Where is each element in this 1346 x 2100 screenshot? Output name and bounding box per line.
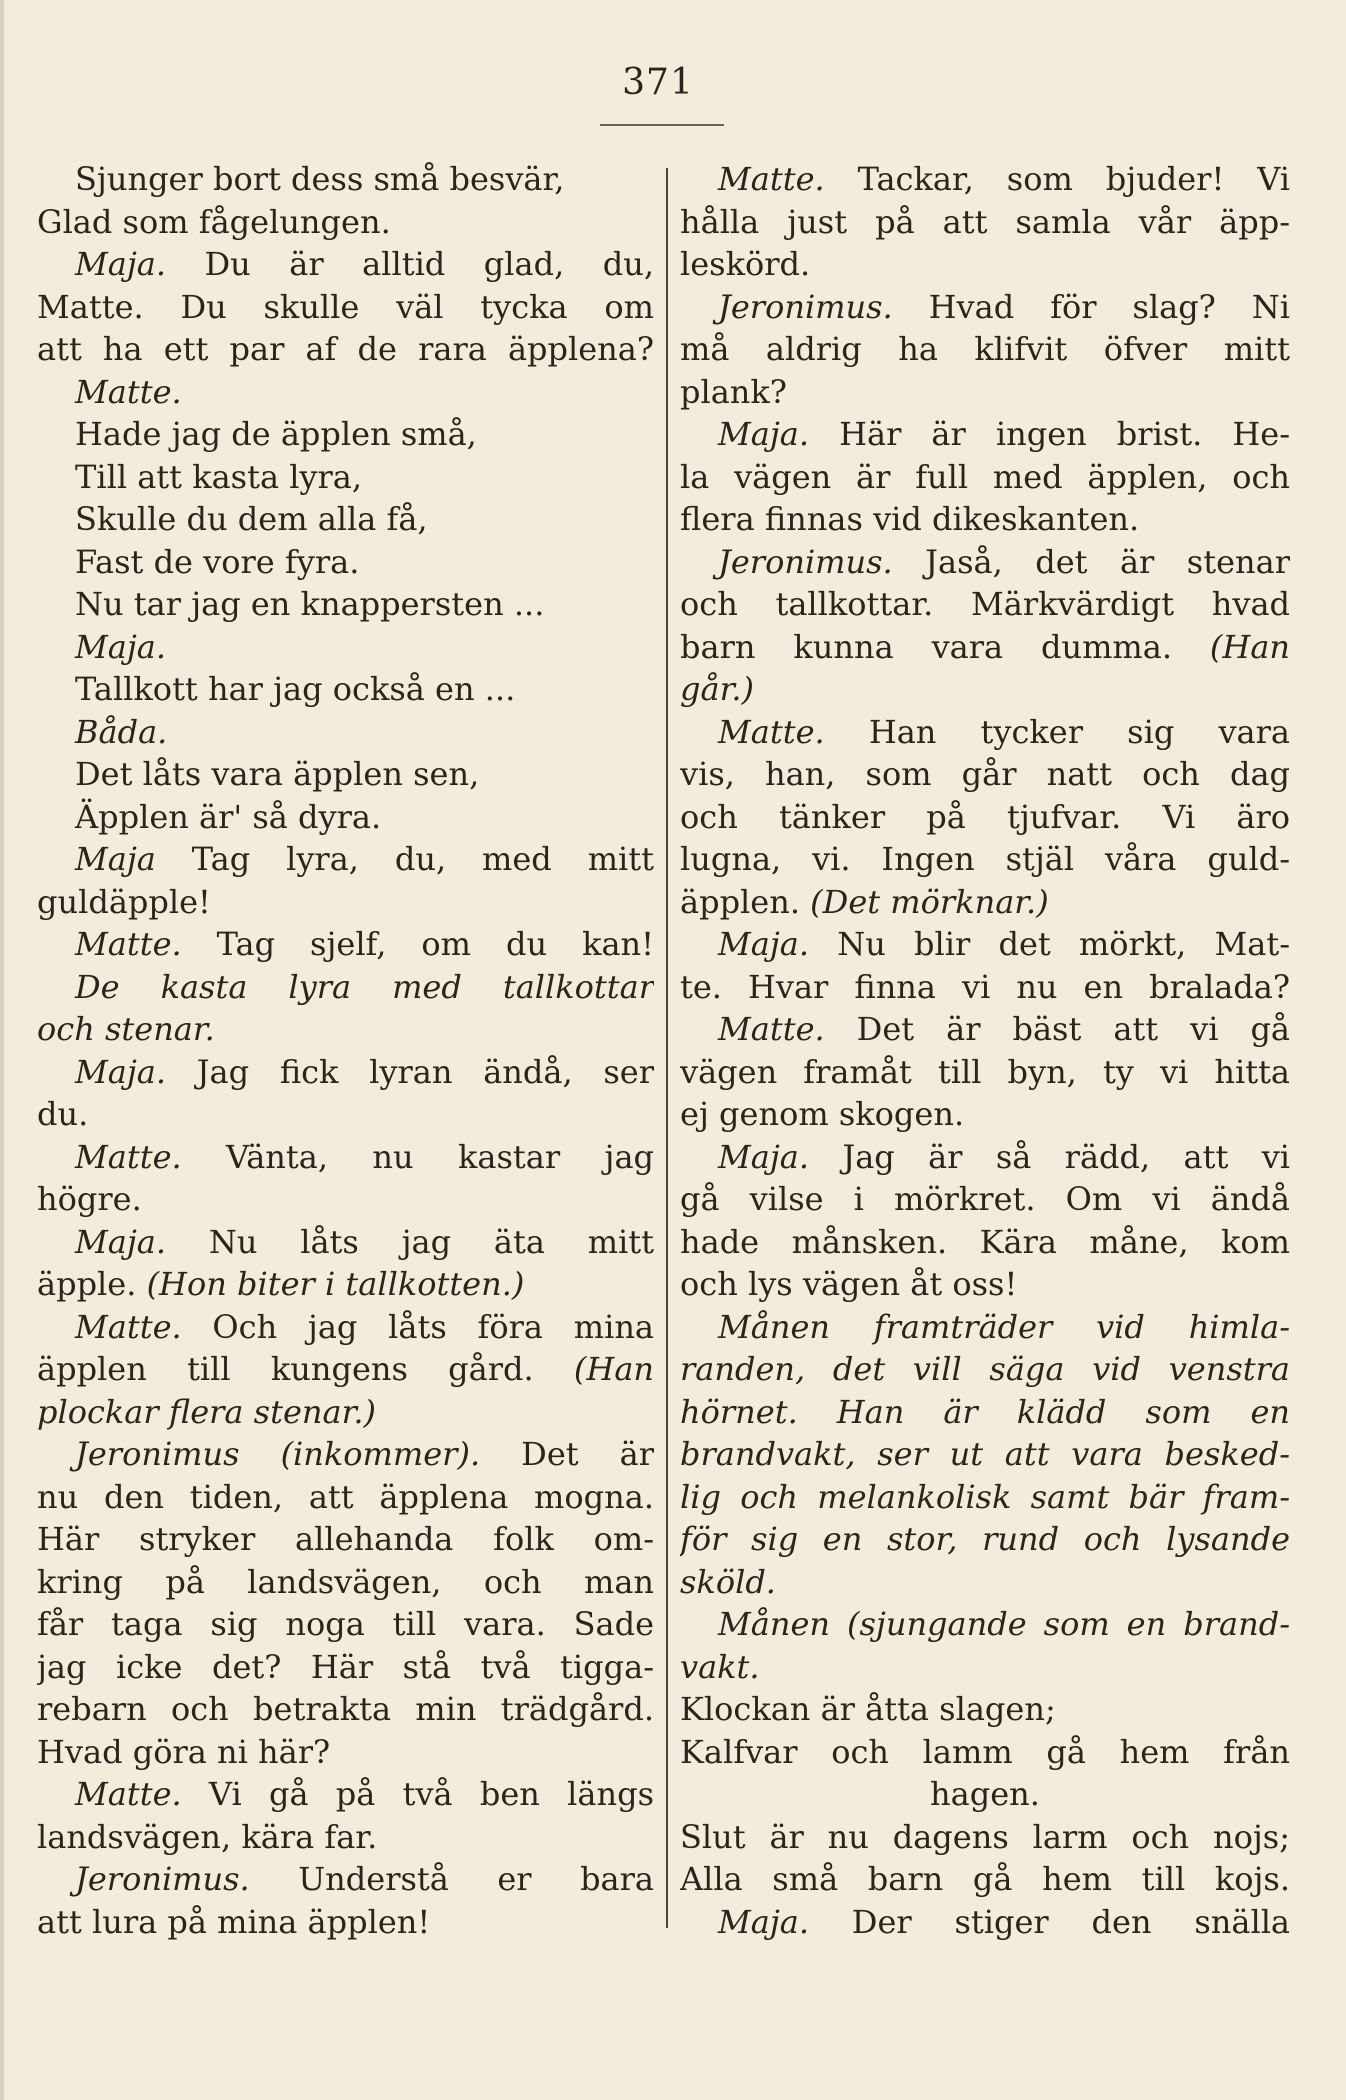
- text-line: [37, 243, 654, 286]
- text-line: [680, 838, 1290, 881]
- italic-text-segment: plockar flera stenar.): [37, 1392, 377, 1431]
- text-line: [37, 881, 654, 924]
- text-segment: Fast de vore fyra.: [75, 542, 360, 581]
- text-line: [37, 456, 654, 499]
- text-segment: Tag lyra, du, med mitt: [155, 840, 654, 878]
- text-segment: lugna, vi. Ingen stjäl våra guld-: [680, 840, 1290, 878]
- text-line: [680, 668, 1290, 711]
- italic-text-segment: vakt.: [680, 1647, 760, 1686]
- text-segment: må aldrig ha klifvit öfver mitt: [680, 330, 1290, 368]
- italic-text-segment: lig och melankolisk samt bär fram-: [680, 1477, 1290, 1516]
- italic-text-segment: Jeronimus.: [718, 287, 893, 326]
- italic-text-segment: Maja.: [718, 415, 810, 453]
- text-segment: Tallkott har jag också en ...: [75, 670, 516, 708]
- text-line: [680, 456, 1290, 499]
- italic-text-segment: Maja.: [75, 1052, 167, 1091]
- italic-text-segment: Månen framträder vid himla-: [718, 1307, 1290, 1346]
- text-segment: Sjunger bort dess små besvär,: [75, 160, 565, 198]
- text-line: [37, 286, 654, 329]
- text-line: [37, 1603, 654, 1646]
- text-line: [680, 966, 1290, 1009]
- italic-text-segment: Matte.: [75, 1307, 182, 1346]
- text-segment: Och jag låts föra mina: [181, 1307, 654, 1346]
- page-number: 371: [622, 62, 694, 103]
- text-segment: Matte. Du skulle väl tycka om: [37, 287, 654, 326]
- italic-text-segment: (Det mörknar.): [810, 882, 1049, 921]
- italic-text-segment: (Hon biter i tallkotten.): [146, 1265, 525, 1303]
- text-segment: Äpplen är' så dyra.: [75, 797, 382, 836]
- text-line: [680, 1093, 1290, 1136]
- text-segment: äpplen.: [680, 882, 811, 921]
- text-line: [680, 371, 1290, 414]
- italic-text-segment: Maja.: [75, 1222, 167, 1261]
- italic-text-segment: Matte.: [718, 712, 825, 751]
- text-line: [37, 1136, 654, 1179]
- text-segment: vis, han, som går natt och dag: [680, 755, 1290, 793]
- text-segment: kring på landsvägen, och man: [37, 1562, 654, 1601]
- text-segment: Här är ingen brist. He-: [809, 415, 1290, 453]
- italic-text-segment: Jeronimus.: [75, 1860, 250, 1898]
- text-segment: Jaså, det är stenar: [892, 542, 1290, 581]
- text-segment: Jag fick lyran ändå, ser: [166, 1052, 654, 1091]
- text-line: [680, 1476, 1290, 1519]
- text-line: [37, 1518, 654, 1561]
- text-segment: nu den tiden, att äpplena mogna.: [37, 1477, 654, 1516]
- text-segment: hade månsken. Kära måne, kom: [680, 1222, 1290, 1261]
- italic-text-segment: Månen (sjungande som en brand-: [718, 1605, 1290, 1643]
- text-segment: och tallkottar. Märkvärdigt hvad: [680, 585, 1290, 623]
- text-line: [37, 1263, 654, 1306]
- text-segment: Till att kasta lyra,: [75, 457, 363, 496]
- text-line: [37, 1646, 654, 1689]
- text-segment: Glad som fågelungen.: [37, 202, 391, 241]
- text-line: [37, 1008, 654, 1051]
- text-segment: Nu låts jag äta mitt: [166, 1222, 654, 1261]
- text-line: [37, 1816, 654, 1859]
- text-line: [37, 1858, 654, 1901]
- text-line: [37, 838, 654, 881]
- italic-text-segment: Maja.: [718, 925, 810, 963]
- text-segment: och tänker på tjufvar. Vi äro: [680, 797, 1290, 836]
- text-line: [680, 1603, 1290, 1646]
- header-rule: [600, 124, 724, 126]
- text-line: [680, 243, 1290, 286]
- text-line: [37, 1433, 654, 1476]
- text-segment: Skulle du dem alla få,: [75, 500, 428, 538]
- italic-text-segment: Maja.: [718, 1137, 810, 1176]
- text-line: [37, 328, 654, 371]
- text-segment: Slut är nu dagens larm och nojs;: [680, 1817, 1290, 1856]
- text-line: [680, 1518, 1290, 1561]
- page-edge: [0, 0, 4, 2100]
- text-line: [37, 583, 654, 626]
- text-segment: äpplen till kungens gård.: [37, 1350, 574, 1388]
- italic-text-segment: sköld.: [680, 1562, 776, 1601]
- text-line: [680, 1178, 1290, 1221]
- text-line: [680, 1646, 1290, 1689]
- text-line: [680, 413, 1290, 456]
- text-segment: får taga sig noga till vara. Sade: [37, 1605, 654, 1643]
- text-line: [680, 1816, 1290, 1859]
- text-segment: gå vilse i mörkret. Om vi ändå: [680, 1180, 1290, 1218]
- text-line: [680, 1136, 1290, 1179]
- text-segment: te. Hvar finna vi nu en bralada?: [680, 967, 1290, 1006]
- italic-text-segment: (Han: [573, 1350, 654, 1388]
- text-segment: Klockan är åtta slagen;: [680, 1690, 1056, 1728]
- text-line: [37, 541, 654, 584]
- italic-text-segment: går.): [680, 670, 754, 708]
- text-line: [680, 1348, 1290, 1391]
- italic-text-segment: för sig en stor, rund och lysande: [680, 1520, 1290, 1558]
- italic-text-segment: Jeronimus (inkommer).: [75, 1435, 481, 1473]
- italic-text-segment: Maja.: [718, 1902, 810, 1941]
- text-line: [680, 583, 1290, 626]
- text-segment: Nu tar jag en knappersten ...: [75, 585, 545, 623]
- text-line: [680, 498, 1290, 541]
- text-segment: hagen.: [930, 1775, 1040, 1813]
- text-line: [37, 1561, 654, 1604]
- text-segment: Understå er bara: [249, 1860, 654, 1898]
- text-line: [680, 626, 1290, 669]
- text-segment: Kalfvar och lamm gå hem från: [680, 1732, 1290, 1771]
- italic-text-segment: Matte.: [75, 1137, 182, 1176]
- text-segment: Tag sjelf, om du kan!: [181, 925, 654, 963]
- text-line: [37, 413, 654, 456]
- text-segment: Det är: [480, 1435, 654, 1473]
- text-line: [37, 1688, 654, 1731]
- italic-text-segment: hörnet. Han är klädd som en: [680, 1392, 1290, 1431]
- italic-text-segment: Maja.: [75, 245, 167, 283]
- text-line: [680, 1561, 1290, 1604]
- italic-text-segment: Matte.: [718, 1010, 825, 1048]
- text-segment: Vi gå på två ben längs: [181, 1775, 654, 1813]
- italic-text-segment: Matte.: [75, 372, 182, 411]
- text-line: [680, 711, 1290, 754]
- text-line: [37, 966, 654, 1009]
- text-line: [37, 1476, 654, 1519]
- text-line: [680, 1221, 1290, 1264]
- text-segment: Hade jag de äpplen små,: [75, 415, 477, 453]
- text-line: [680, 201, 1290, 244]
- italic-text-segment: Matte.: [718, 160, 825, 198]
- text-segment: du.: [37, 1095, 89, 1133]
- text-line: [37, 1773, 654, 1816]
- text-line: [37, 1306, 654, 1349]
- text-line: [680, 1008, 1290, 1051]
- text-segment: hålla just på att samla vår äpp-: [680, 202, 1290, 241]
- text-line: [37, 626, 654, 669]
- italic-text-segment: Jeronimus.: [718, 542, 893, 581]
- italic-text-segment: och stenar.: [37, 1010, 215, 1048]
- text-segment: Tackar, som bjuder! Vi: [824, 160, 1290, 198]
- column-divider: [666, 168, 668, 1928]
- text-line: [680, 753, 1290, 796]
- italic-text-segment: randen, det vill säga vid venstra: [680, 1350, 1290, 1388]
- text-line: [37, 1051, 654, 1094]
- italic-text-segment: Matte.: [75, 925, 182, 963]
- text-segment: jag icke det? Här stå två tigga-: [37, 1647, 654, 1686]
- text-segment: Der stiger den snälla: [809, 1902, 1290, 1941]
- text-segment: Hvad göra ni här?: [37, 1732, 331, 1771]
- text-segment: la vägen är full med äpplen, och: [680, 457, 1290, 496]
- text-line: [37, 668, 654, 711]
- text-line: [37, 371, 654, 414]
- text-line: [37, 1221, 654, 1264]
- text-line: [680, 1773, 1290, 1816]
- text-line: [680, 1731, 1290, 1774]
- text-line: [37, 753, 654, 796]
- italic-text-segment: (Han: [1209, 627, 1290, 666]
- text-line: [37, 711, 654, 754]
- italic-text-segment: De kasta lyra med tallkottar: [75, 967, 654, 1006]
- text-line: [37, 1391, 654, 1434]
- italic-text-segment: brandvakt, ser ut att vara besked-: [680, 1435, 1290, 1473]
- italic-text-segment: Matte.: [75, 1775, 182, 1813]
- text-line: [37, 796, 654, 839]
- text-segment: Alla små barn gå hem till kojs.: [680, 1860, 1290, 1898]
- text-segment: Jag är så rädd, att vi: [809, 1137, 1290, 1176]
- text-line: [680, 1391, 1290, 1434]
- text-line: [680, 881, 1290, 924]
- text-line: [680, 1901, 1290, 1944]
- text-segment: ej genom skogen.: [680, 1095, 965, 1133]
- text-segment: guldäpple!: [37, 882, 211, 921]
- text-segment: flera finnas vid dikeskanten.: [680, 500, 1140, 538]
- text-segment: att ha ett par af de rara äpplena?: [37, 330, 654, 368]
- text-segment: och lys vägen åt oss!: [680, 1265, 1018, 1303]
- text-line: [680, 1433, 1290, 1476]
- text-line: [37, 158, 654, 201]
- text-line: [680, 923, 1290, 966]
- text-segment: Han tycker sig vara: [824, 712, 1290, 751]
- text-segment: Du är alltid glad, du,: [166, 245, 654, 283]
- text-segment: plank?: [680, 372, 787, 411]
- text-segment: leskörd.: [680, 245, 811, 283]
- text-line: [37, 923, 654, 966]
- text-line: [37, 1731, 654, 1774]
- text-segment: Vänta, nu kastar jag: [181, 1137, 654, 1176]
- italic-text-segment: Maja: [75, 840, 156, 878]
- text-line: [37, 498, 654, 541]
- text-line: [37, 1178, 654, 1221]
- text-line: [37, 201, 654, 244]
- text-segment: Hvad för slag? Ni: [892, 287, 1290, 326]
- italic-text-segment: Båda.: [75, 712, 168, 751]
- italic-text-segment: Maja.: [75, 627, 167, 666]
- text-line: [680, 541, 1290, 584]
- text-line: [680, 1263, 1290, 1306]
- text-segment: Nu blir det mörkt, Mat-: [809, 925, 1290, 963]
- text-segment: äpple.: [37, 1265, 147, 1303]
- text-line: [680, 1306, 1290, 1349]
- text-line: [37, 1901, 654, 1944]
- left-column: [37, 158, 654, 1943]
- text-segment: landsvägen, kära far.: [37, 1817, 378, 1856]
- text-segment: Det är bäst att vi gå: [824, 1010, 1290, 1048]
- text-line: [680, 796, 1290, 839]
- text-segment: att lura på mina äpplen!: [37, 1902, 431, 1941]
- text-line: [680, 1858, 1290, 1901]
- text-line: [37, 1348, 654, 1391]
- text-segment: rebarn och betrakta min trädgård.: [37, 1690, 654, 1728]
- text-line: [680, 158, 1290, 201]
- text-segment: barn kunna vara dumma.: [680, 627, 1210, 666]
- text-line: [680, 328, 1290, 371]
- text-line: [680, 1051, 1290, 1094]
- text-segment: Här stryker allehanda folk om-: [37, 1520, 654, 1558]
- text-segment: högre.: [37, 1180, 142, 1218]
- text-segment: Det låts vara äpplen sen,: [75, 755, 480, 793]
- text-line: [37, 1093, 654, 1136]
- right-column: [680, 158, 1290, 1943]
- text-line: [680, 286, 1290, 329]
- text-line: [680, 1688, 1290, 1731]
- text-segment: vägen framåt till byn, ty vi hitta: [680, 1052, 1290, 1091]
